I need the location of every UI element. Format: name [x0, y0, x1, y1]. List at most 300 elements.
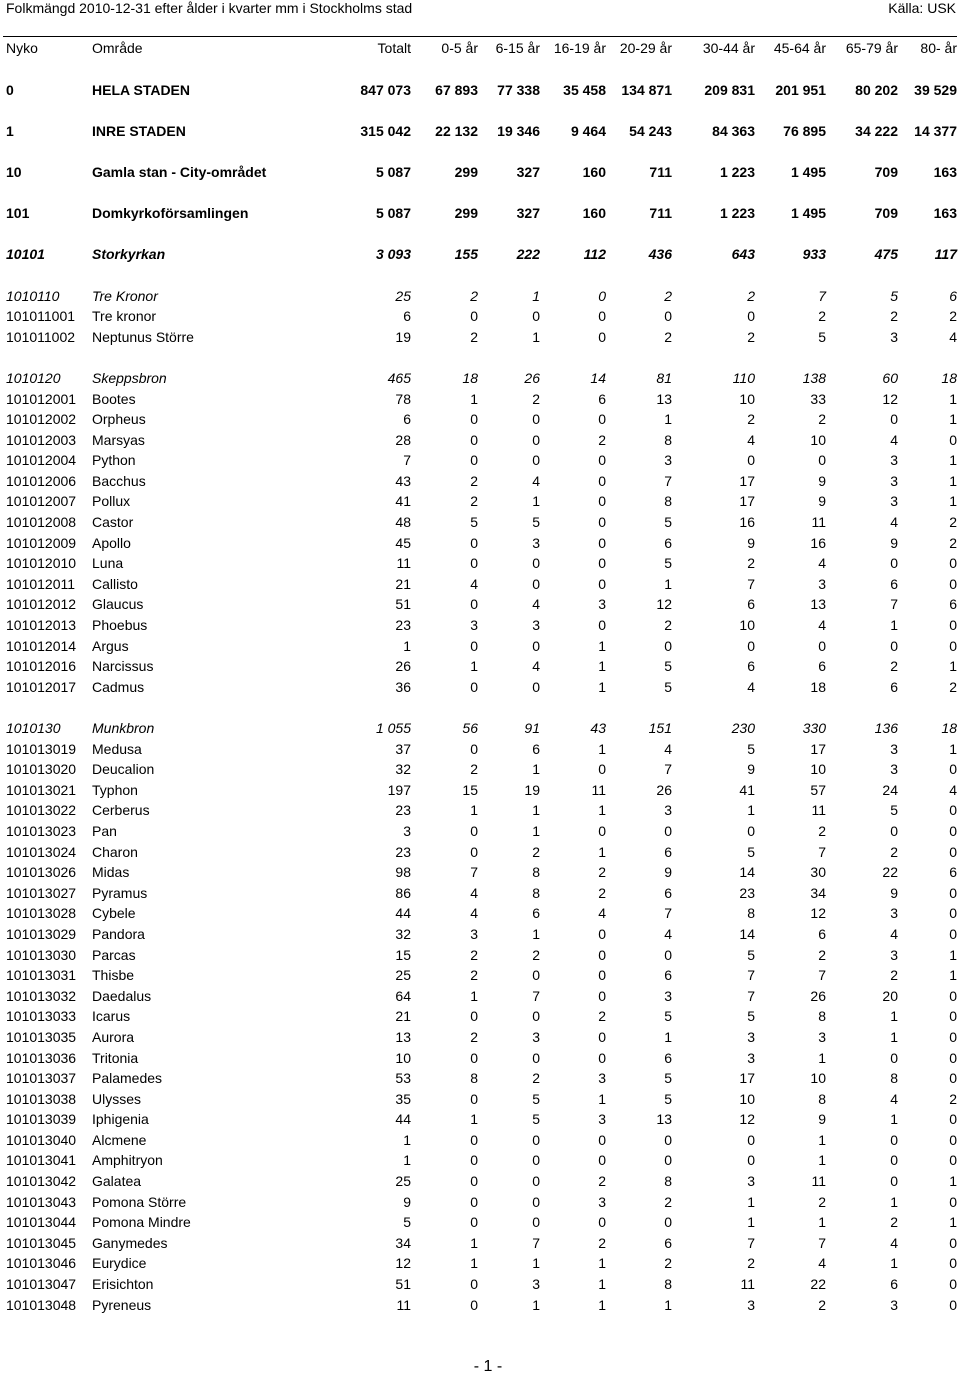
- age-30-44-cell: 8: [747, 905, 755, 922]
- age-80-cell: 0: [949, 1193, 957, 1210]
- table-row: [6, 594, 957, 615]
- totalt-cell: 37: [395, 740, 411, 757]
- document-title: Folkmängd 2010-12-31 efter ålder i kvarter mm i Stockholms stad: [6, 0, 413, 16]
- age-20-29-cell: 0: [664, 946, 672, 963]
- age-65-79-cell: 3: [890, 740, 898, 757]
- age-20-29-cell: 3: [664, 452, 672, 469]
- age-0-5-cell: 0: [470, 1131, 478, 1148]
- age-0-5-cell: 2: [470, 967, 478, 984]
- age-65-79-cell: 0: [890, 1049, 898, 1066]
- area-name-cell: Palamedes: [92, 1070, 163, 1087]
- age-80-cell: 0: [949, 1111, 957, 1128]
- age-20-29-cell: 12: [656, 596, 672, 613]
- age-45-64-cell: 11: [811, 1173, 826, 1190]
- table-row: [6, 512, 957, 533]
- age-6-15-cell: 8: [532, 864, 540, 881]
- totalt-cell: 5 087: [375, 205, 411, 222]
- age-6-15-cell: 222: [516, 246, 540, 263]
- table-row: [6, 759, 957, 780]
- table-row: [6, 965, 957, 986]
- age-65-79-cell: 2: [890, 1214, 898, 1231]
- age-0-5-cell: 0: [470, 308, 478, 325]
- nyko-cell: 101013019: [6, 740, 77, 757]
- age-45-64-cell: 7: [818, 1234, 826, 1251]
- page-header: [6, 0, 956, 18]
- age-30-44-cell: 1: [747, 1193, 755, 1210]
- age-30-44-cell: 2: [747, 411, 755, 428]
- age-65-79-cell: 4: [890, 1090, 898, 1107]
- age-20-29-cell: 2: [664, 1193, 672, 1210]
- age-30-44-cell: 7: [747, 575, 755, 592]
- area-name-cell: Pandora: [92, 925, 145, 942]
- age-0-5-cell: 18: [462, 369, 478, 386]
- age-45-64-cell: 22: [810, 1276, 826, 1293]
- age-30-44-cell: 11: [740, 1276, 755, 1293]
- age-30-44-cell: 9: [747, 534, 755, 551]
- table-row: [6, 986, 957, 1007]
- age-80-cell: 18: [941, 720, 957, 736]
- age-65-79-cell: 3: [890, 946, 898, 963]
- age-30-44-cell: 16: [739, 514, 755, 531]
- age-30-44-cell: 2: [747, 287, 755, 304]
- age-30-44-cell: 209 831: [704, 81, 755, 98]
- age-45-64-cell: 16: [810, 534, 826, 551]
- age-0-5-cell: 299: [454, 163, 478, 180]
- age-6-15-cell: 1: [532, 761, 540, 778]
- age-65-79-cell: 4: [890, 514, 898, 531]
- age-0-5-cell: 0: [470, 678, 478, 695]
- age-65-79-cell: 0: [890, 555, 898, 572]
- age-20-29-cell: 3: [664, 987, 672, 1004]
- age-6-15-cell: 77 338: [497, 81, 540, 98]
- area-name-cell: Midas: [92, 864, 130, 881]
- nyko-cell: 10101: [6, 246, 45, 263]
- totalt-cell: 3 093: [375, 246, 411, 263]
- nyko-cell: 1: [6, 122, 14, 139]
- age-45-64-cell: 12: [810, 905, 826, 922]
- age-6-15-cell: 0: [532, 411, 540, 428]
- age-80-cell: 1: [949, 452, 957, 469]
- totalt-cell: 3: [403, 822, 411, 839]
- age-65-79-cell: 1: [890, 1028, 898, 1045]
- area-name-cell: Daedalus: [92, 987, 152, 1004]
- table-row: [6, 1089, 957, 1110]
- age-45-64-cell: 11: [811, 514, 826, 531]
- nyko-cell: 101011001: [6, 308, 76, 325]
- age-0-5-cell: 8: [470, 1070, 478, 1087]
- nyko-cell: 101013039: [6, 1111, 77, 1128]
- age-65-79-cell: 3: [890, 328, 898, 345]
- nyko-cell: 101013032: [6, 987, 77, 1004]
- age-45-64-cell: 2: [818, 946, 826, 963]
- age-6-15-cell: 0: [532, 637, 540, 654]
- age-6-15-cell: 0: [532, 452, 540, 469]
- age-65-79-cell: 0: [890, 822, 898, 839]
- age-65-79-cell: 709: [874, 163, 898, 180]
- age-45-64-cell: 3: [818, 1028, 826, 1045]
- age-20-29-cell: 7: [664, 905, 672, 922]
- nyko-cell: 101013031: [6, 967, 77, 984]
- age-30-44-cell: 5: [747, 843, 755, 860]
- age-20-29-cell: 4: [664, 740, 672, 757]
- age-45-64-cell: 2: [818, 822, 826, 839]
- spacer-row: [6, 59, 957, 80]
- table-row: [6, 306, 957, 327]
- nyko-cell: 101013041: [6, 1152, 77, 1169]
- area-name-cell: Pomona Mindre: [92, 1214, 191, 1231]
- age-30-44-cell: 0: [747, 308, 755, 325]
- age-20-29-cell: 6: [664, 843, 672, 860]
- nyko-cell: 101012012: [6, 596, 77, 613]
- age-16-19-cell: 9 464: [570, 122, 606, 139]
- age-0-5-cell: 0: [470, 1090, 478, 1107]
- population-table: [6, 37, 957, 1315]
- age-20-29-cell: 6: [664, 1049, 672, 1066]
- age-80-cell: 163: [933, 163, 957, 180]
- age-65-79-cell: 9: [890, 534, 898, 551]
- totalt-cell: 53: [395, 1070, 411, 1087]
- age-20-29-cell: 81: [656, 369, 672, 386]
- age-6-15-cell: 0: [532, 1214, 540, 1231]
- age-0-5-cell: 56: [462, 720, 478, 736]
- spacer-row: [6, 141, 957, 162]
- age-20-29-cell: 711: [649, 205, 672, 222]
- area-name-cell: Neptunus Större: [92, 328, 194, 345]
- table-row: [6, 780, 957, 801]
- age-30-44-cell: 2: [747, 555, 755, 572]
- totalt-cell: 36: [395, 678, 411, 695]
- age-6-15-cell: 0: [532, 575, 540, 592]
- age-0-5-cell: 0: [470, 822, 478, 839]
- age-0-5-cell: 0: [470, 1214, 478, 1231]
- age-45-64-cell: 9: [818, 493, 826, 510]
- age-65-79-cell: 80 202: [855, 81, 898, 98]
- nyko-cell: 101013048: [6, 1296, 77, 1313]
- age-65-79-cell: 0: [890, 1173, 898, 1190]
- age-80-cell: 1: [949, 493, 957, 510]
- age-65-79-cell: 9: [890, 884, 898, 901]
- age-20-29-cell: 8: [664, 1276, 672, 1293]
- area-name-cell: Pan: [92, 822, 117, 839]
- age-45-64-cell: 4: [818, 1255, 826, 1272]
- age-16-19-cell: 0: [598, 987, 606, 1004]
- nyko-cell: 101013029: [6, 925, 77, 942]
- age-6-15-cell: 2: [532, 390, 540, 407]
- age-16-19-cell: 4: [598, 905, 606, 922]
- age-16-19-cell: 0: [598, 1214, 606, 1231]
- age-65-79-cell: 2: [890, 658, 898, 675]
- totalt-cell: 23: [395, 617, 411, 634]
- area-name-cell: Munkbron: [92, 720, 155, 736]
- age-0-5-cell: 2: [470, 472, 478, 489]
- age-16-19-cell: 1: [598, 658, 606, 675]
- age-30-44-cell: 0: [747, 637, 755, 654]
- age-0-5-cell: 0: [470, 1193, 478, 1210]
- spacer-cell: [6, 141, 957, 162]
- area-name-cell: Alcmene: [92, 1131, 147, 1148]
- column-header-nyko: Nyko: [6, 40, 38, 56]
- age-45-64-cell: 9: [818, 1111, 826, 1128]
- age-20-29-cell: 5: [664, 658, 672, 675]
- age-30-44-cell: 41: [739, 781, 755, 798]
- age-45-64-cell: 6: [818, 658, 826, 675]
- age-45-64-cell: 26: [810, 987, 826, 1004]
- totalt-cell: 21: [395, 1008, 411, 1025]
- nyko-cell: 101012010: [6, 555, 77, 572]
- age-45-64-cell: 9: [818, 472, 826, 489]
- age-45-64-cell: 1: [818, 1152, 826, 1169]
- table-row: [6, 471, 957, 492]
- age-65-79-cell: 22: [882, 864, 898, 881]
- totalt-cell: 15: [395, 946, 411, 963]
- age-80-cell: 1: [949, 967, 957, 984]
- age-65-79-cell: 6: [890, 1276, 898, 1293]
- age-45-64-cell: 5: [818, 328, 826, 345]
- age-6-15-cell: 8: [532, 884, 540, 901]
- age-65-79-cell: 1: [890, 1111, 898, 1128]
- age-80-cell: 6: [949, 864, 957, 881]
- age-30-44-cell: 4: [747, 431, 755, 448]
- age-6-15-cell: 6: [532, 740, 540, 757]
- age-30-44-cell: 84 363: [712, 122, 755, 139]
- table-row: [6, 800, 957, 821]
- age-6-15-cell: 1: [532, 822, 540, 839]
- age-20-29-cell: 151: [648, 720, 672, 736]
- age-30-44-cell: 6: [747, 596, 755, 613]
- area-name-cell: Pollux: [92, 493, 131, 510]
- age-65-79-cell: 5: [890, 802, 898, 819]
- age-16-19-cell: 0: [598, 1131, 606, 1148]
- age-80-cell: 0: [949, 1049, 957, 1066]
- nyko-cell: 101012001: [6, 390, 77, 407]
- totalt-cell: 315 042: [360, 122, 411, 139]
- spacer-row: [6, 183, 957, 204]
- age-45-64-cell: 13: [810, 596, 826, 613]
- age-30-44-cell: 5: [747, 740, 755, 757]
- spacer-cell: [6, 100, 957, 121]
- age-6-15-cell: 7: [532, 1234, 540, 1251]
- age-6-15-cell: 0: [532, 678, 540, 695]
- nyko-cell: 101013047: [6, 1276, 77, 1293]
- age-45-64-cell: 18: [810, 678, 826, 695]
- area-name-cell: Bacchus: [92, 472, 146, 489]
- column-header-age-20-29: 20-29 år: [619, 40, 672, 56]
- table-row: [6, 1048, 957, 1069]
- age-65-79-cell: 34 222: [855, 122, 898, 139]
- age-20-29-cell: 711: [649, 163, 672, 180]
- age-80-cell: 6: [949, 596, 957, 613]
- age-6-15-cell: 91: [524, 720, 540, 736]
- age-80-cell: 0: [949, 822, 957, 839]
- table-row: [6, 286, 957, 307]
- age-16-19-cell: 1: [598, 1296, 606, 1313]
- area-name-cell: Orpheus: [92, 411, 146, 428]
- age-6-15-cell: 2: [532, 946, 540, 963]
- age-30-44-cell: 1 223: [719, 163, 755, 180]
- totalt-cell: 1 055: [375, 720, 411, 736]
- totalt-cell: 44: [395, 905, 411, 922]
- age-45-64-cell: 10: [810, 761, 826, 778]
- table-body: [6, 59, 957, 1315]
- age-20-29-cell: 1: [664, 1296, 672, 1313]
- age-80-cell: 0: [949, 1152, 957, 1169]
- age-6-15-cell: 1: [532, 287, 540, 304]
- totalt-cell: 44: [395, 1111, 411, 1128]
- age-45-64-cell: 7: [818, 843, 826, 860]
- age-80-cell: 2: [949, 678, 957, 695]
- age-65-79-cell: 136: [874, 720, 898, 736]
- age-20-29-cell: 8: [664, 1173, 672, 1190]
- area-name-cell: Amphitryon: [92, 1152, 163, 1169]
- age-45-64-cell: 2: [818, 1296, 826, 1313]
- age-30-44-cell: 0: [747, 452, 755, 469]
- age-65-79-cell: 475: [874, 246, 898, 263]
- age-20-29-cell: 2: [664, 617, 672, 634]
- age-80-cell: 0: [949, 1255, 957, 1272]
- area-name-cell: Narcissus: [92, 658, 154, 675]
- nyko-cell: 101: [6, 205, 30, 222]
- age-65-79-cell: 3: [890, 452, 898, 469]
- table-row: [6, 739, 957, 760]
- age-30-44-cell: 643: [731, 246, 755, 263]
- area-name-cell: Callisto: [92, 575, 138, 592]
- age-20-29-cell: 1: [664, 575, 672, 592]
- totalt-cell: 25: [395, 287, 411, 304]
- age-16-19-cell: 0: [598, 946, 606, 963]
- area-name-cell: Charon: [92, 843, 138, 860]
- nyko-cell: 1010110: [6, 287, 60, 304]
- age-65-79-cell: 0: [890, 411, 898, 428]
- nyko-cell: 101012017: [6, 678, 77, 695]
- nyko-cell: 101013022: [6, 802, 77, 819]
- spacer-cell: [6, 265, 957, 286]
- totalt-cell: 847 073: [360, 81, 411, 98]
- table-row: [6, 656, 957, 677]
- age-30-44-cell: 1: [747, 802, 755, 819]
- age-0-5-cell: 4: [470, 575, 478, 592]
- age-80-cell: 0: [949, 555, 957, 572]
- area-name-cell: Tre kronor: [92, 308, 157, 325]
- age-65-79-cell: 3: [890, 761, 898, 778]
- age-6-15-cell: 1: [532, 1296, 540, 1313]
- age-0-5-cell: 0: [470, 1008, 478, 1025]
- age-65-79-cell: 1: [890, 1008, 898, 1025]
- totalt-cell: 10: [395, 1049, 411, 1066]
- age-16-19-cell: 43: [590, 720, 606, 736]
- age-80-cell: 4: [949, 328, 957, 345]
- nyko-cell: 10: [6, 163, 22, 180]
- age-65-79-cell: 3: [890, 1296, 898, 1313]
- age-0-5-cell: 0: [470, 843, 478, 860]
- nyko-cell: 101012014: [6, 637, 77, 654]
- age-20-29-cell: 2: [664, 328, 672, 345]
- nyko-cell: 101013040: [6, 1131, 77, 1148]
- totalt-cell: 12: [395, 1255, 411, 1272]
- area-name-cell: HELA STADEN: [92, 81, 190, 98]
- age-16-19-cell: 1: [598, 678, 606, 695]
- nyko-cell: 101012011: [6, 575, 76, 592]
- age-80-cell: 0: [949, 802, 957, 819]
- age-65-79-cell: 8: [890, 1070, 898, 1087]
- nyko-cell: 101013038: [6, 1090, 77, 1107]
- area-name-cell: Glaucus: [92, 596, 144, 613]
- age-20-29-cell: 6: [664, 534, 672, 551]
- table-row: [6, 1192, 957, 1213]
- area-name-cell: Typhon: [92, 781, 138, 798]
- age-20-29-cell: 0: [664, 308, 672, 325]
- table-header-row: [6, 37, 957, 59]
- age-6-15-cell: 1: [532, 1255, 540, 1272]
- age-6-15-cell: 1: [532, 328, 540, 345]
- area-name-cell: Apollo: [92, 534, 131, 551]
- age-6-15-cell: 327: [516, 205, 540, 222]
- age-6-15-cell: 1: [532, 493, 540, 510]
- area-name-cell: Deucalion: [92, 761, 155, 778]
- table-row: [6, 636, 957, 657]
- age-45-64-cell: 201 951: [775, 81, 826, 98]
- age-16-19-cell: 0: [598, 514, 606, 531]
- age-0-5-cell: 155: [454, 246, 478, 263]
- age-45-64-cell: 8: [818, 1090, 826, 1107]
- age-65-79-cell: 6: [890, 575, 898, 592]
- column-header-age-45-64: 45-64 år: [773, 40, 826, 56]
- age-30-44-cell: 5: [747, 1008, 755, 1025]
- age-0-5-cell: 0: [470, 596, 478, 613]
- age-6-15-cell: 0: [532, 1008, 540, 1025]
- age-30-44-cell: 0: [747, 1152, 755, 1169]
- age-6-15-cell: 19 346: [497, 122, 540, 139]
- age-16-19-cell: 0: [598, 761, 606, 778]
- age-20-29-cell: 7: [664, 761, 672, 778]
- age-20-29-cell: 5: [664, 555, 672, 572]
- totalt-cell: 21: [395, 575, 411, 592]
- age-0-5-cell: 2: [470, 761, 478, 778]
- age-20-29-cell: 4: [664, 925, 672, 942]
- age-20-29-cell: 5: [664, 514, 672, 531]
- age-6-15-cell: 327: [516, 163, 540, 180]
- nyko-cell: 101013045: [6, 1234, 77, 1251]
- age-6-15-cell: 0: [532, 967, 540, 984]
- age-20-29-cell: 8: [664, 431, 672, 448]
- column-header-totalt: Totalt: [377, 40, 411, 56]
- age-16-19-cell: 0: [598, 555, 606, 572]
- age-80-cell: 0: [949, 1028, 957, 1045]
- totalt-cell: 197: [387, 781, 411, 798]
- age-65-79-cell: 0: [890, 1152, 898, 1169]
- table-row: [6, 80, 957, 101]
- area-name-cell: Ganymedes: [92, 1234, 168, 1251]
- age-20-29-cell: 0: [664, 637, 672, 654]
- table-row: [6, 1274, 957, 1295]
- age-16-19-cell: 0: [598, 328, 606, 345]
- age-65-79-cell: 3: [890, 493, 898, 510]
- nyko-cell: 101013023: [6, 822, 77, 839]
- age-45-64-cell: 76 895: [783, 122, 826, 139]
- totalt-cell: 23: [395, 802, 411, 819]
- totalt-cell: 7: [403, 452, 411, 469]
- age-30-44-cell: 17: [739, 493, 755, 510]
- age-0-5-cell: 15: [462, 781, 478, 798]
- nyko-cell: 101013020: [6, 761, 77, 778]
- age-16-19-cell: 1: [598, 1276, 606, 1293]
- totalt-cell: 5 087: [375, 163, 411, 180]
- age-6-15-cell: 7: [532, 987, 540, 1004]
- age-30-44-cell: 5: [747, 946, 755, 963]
- area-name-cell: Erisichton: [92, 1276, 154, 1293]
- age-45-64-cell: 30: [810, 864, 826, 881]
- age-16-19-cell: 3: [598, 596, 606, 613]
- age-80-cell: 18: [941, 369, 957, 386]
